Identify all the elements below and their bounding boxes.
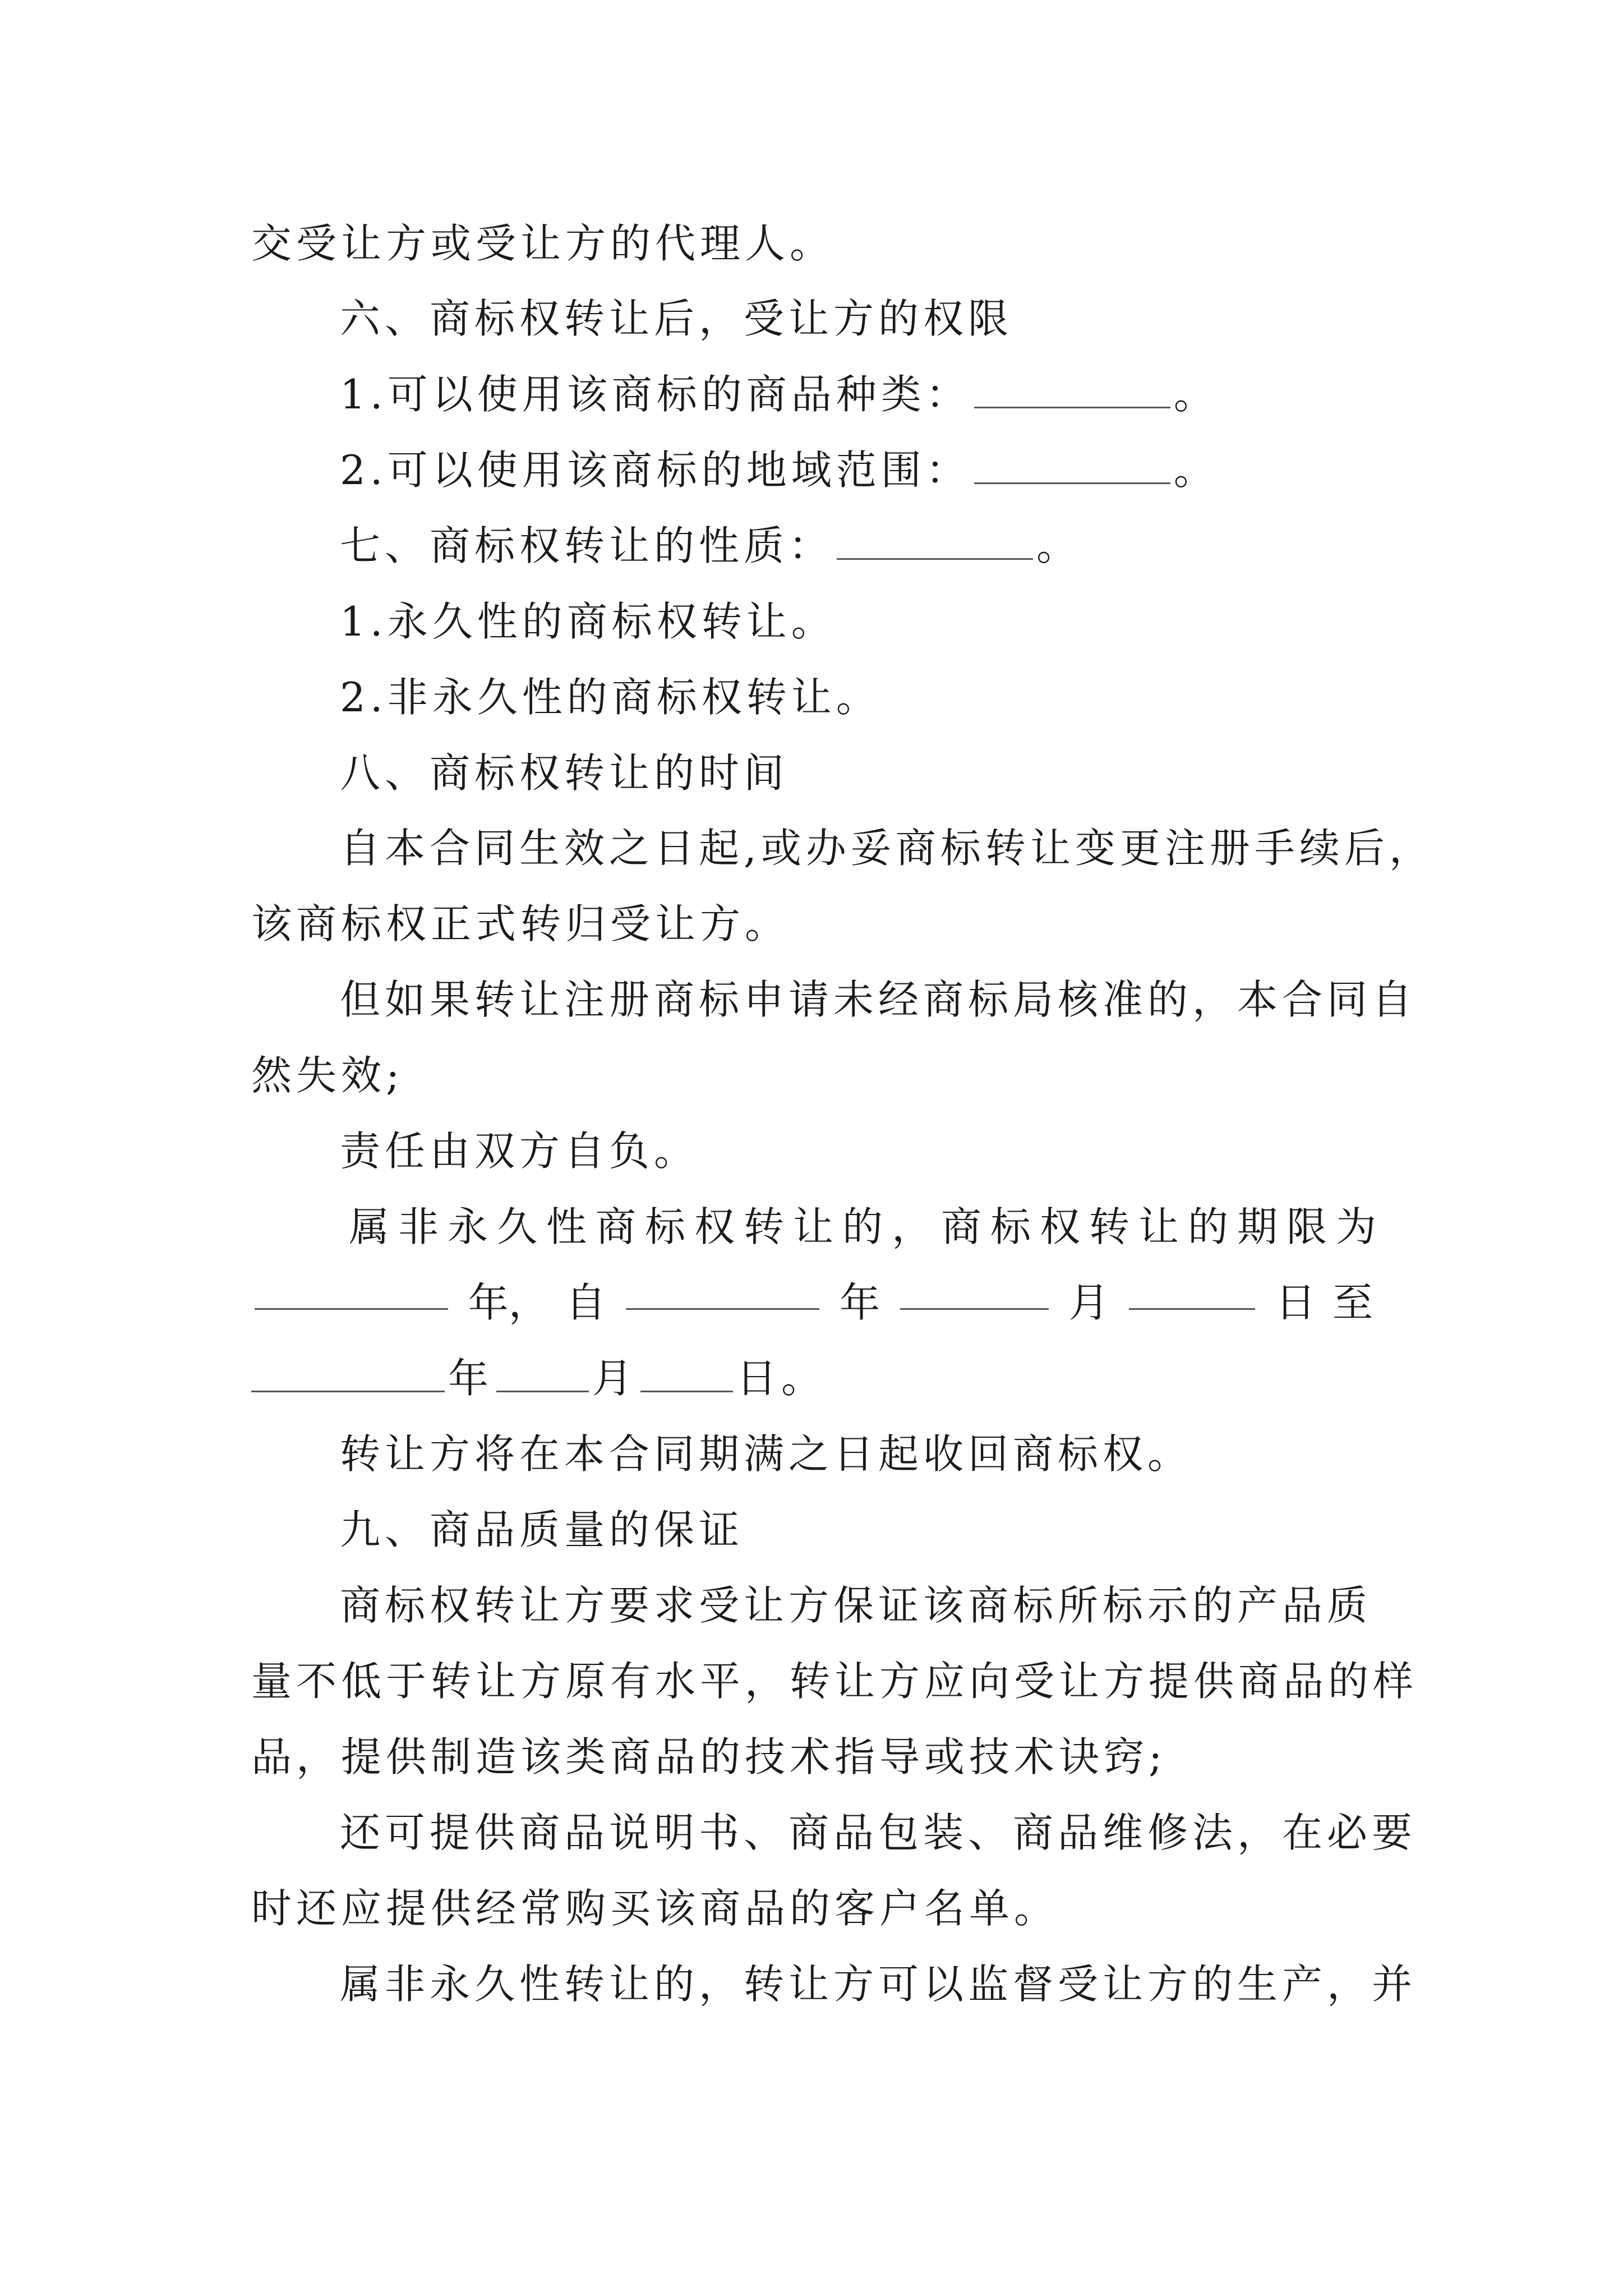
fill-in-blank (626, 1269, 819, 1310)
paragraph-line (251, 210, 834, 277)
text: 责任由双方自负。 (340, 1128, 699, 1175)
text: 。 (1173, 447, 1219, 494)
section-heading-six (340, 285, 1013, 352)
fill-in-blank (251, 1351, 445, 1392)
paragraph-line (340, 1117, 699, 1185)
fill-in-blank (255, 1269, 448, 1310)
section-heading-eight (340, 739, 789, 807)
text: 。 (1036, 522, 1082, 569)
term-period-line (251, 1269, 1373, 1336)
text: 该商标权正式转归受让方。 (251, 900, 790, 947)
list-item (340, 361, 1219, 428)
fill-in-blank (900, 1269, 1049, 1310)
paragraph-line (340, 815, 1434, 882)
paragraph-line (340, 1799, 1417, 1866)
text: 自 (565, 1279, 606, 1326)
text: 时还应提供经常购买该商品的客户名单。 (251, 1885, 1059, 1932)
text: 月 (592, 1355, 638, 1402)
text: 八、商标权转让的时间 (340, 749, 789, 797)
paragraph-line (251, 890, 790, 958)
paragraph-line (251, 1875, 1059, 1942)
list-item (340, 664, 881, 731)
paragraph-line (340, 1420, 1192, 1488)
paragraph-line (251, 1648, 1418, 1715)
paragraph-line (251, 1042, 404, 1109)
list-item (340, 588, 836, 655)
section-heading-nine (340, 1496, 744, 1563)
text: 月 (1068, 1279, 1109, 1326)
text: 商标权转让方要求受让方保证该商标所标示的产品质 (340, 1582, 1372, 1629)
paragraph-line (340, 966, 1417, 1033)
text: 日 (1275, 1279, 1316, 1326)
fill-in-blank (974, 443, 1170, 484)
fill-in-blank (640, 1351, 733, 1392)
fill-in-blank (837, 519, 1033, 560)
text: 属非永久性转让的，转让方可以监督受让方的生产，并 (340, 1961, 1417, 2008)
text: 七、商标权转让的性质： (340, 522, 834, 569)
paragraph-line (251, 1723, 1166, 1791)
text: 转让方将在本合同期满之日起收回商标权。 (340, 1430, 1193, 1478)
text: 1.永久性的商标权转让。 (340, 598, 836, 645)
fill-in-blank (1129, 1269, 1255, 1310)
paragraph-line (349, 1193, 1385, 1260)
list-item (340, 436, 1219, 504)
text: 至 (1332, 1279, 1373, 1326)
text: 1.可以使用该商标的商品种类： (340, 371, 971, 418)
text: 量不低于转让方原有水平，转让方应向受让方提供商品的样 (251, 1658, 1418, 1705)
text: 自本合同生效之日起,或办妥商标转让变更注册手续后， (340, 825, 1434, 872)
text: 品，提供制造该类商品的技术指导或技术诀窍; (251, 1733, 1167, 1780)
fill-in-blank (974, 367, 1170, 408)
section-heading-seven (340, 512, 1081, 579)
text: 九、商品质量的保证 (340, 1506, 744, 1553)
fill-in-blank (496, 1351, 589, 1392)
text: 日。 (736, 1355, 827, 1402)
text: 但如果转让注册商标申请未经商标局核准的，本合同自 (340, 976, 1417, 1023)
text: 还可提供商品说明书、商品包装、商品维修法，在必要 (340, 1809, 1417, 1856)
paragraph-line (340, 1572, 1372, 1639)
text: 年， (468, 1279, 549, 1326)
text: 交受让方或受让方的代理人。 (251, 220, 835, 267)
paragraph-line (340, 1950, 1417, 2018)
text: 。 (1173, 371, 1219, 418)
text: 属非永久性商标权转让的，商标权转让的期限为 (349, 1203, 1386, 1250)
text: 2.非永久性的商标权转让。 (340, 674, 881, 721)
term-end-date-line (251, 1345, 826, 1412)
text: 2.可以使用该商标的地域范围： (340, 447, 971, 494)
text: 年 (840, 1279, 880, 1326)
text: 六、商标权转让后，受让方的权限 (340, 295, 1013, 342)
text: 然失效; (251, 1052, 404, 1099)
text: 年 (448, 1355, 494, 1402)
